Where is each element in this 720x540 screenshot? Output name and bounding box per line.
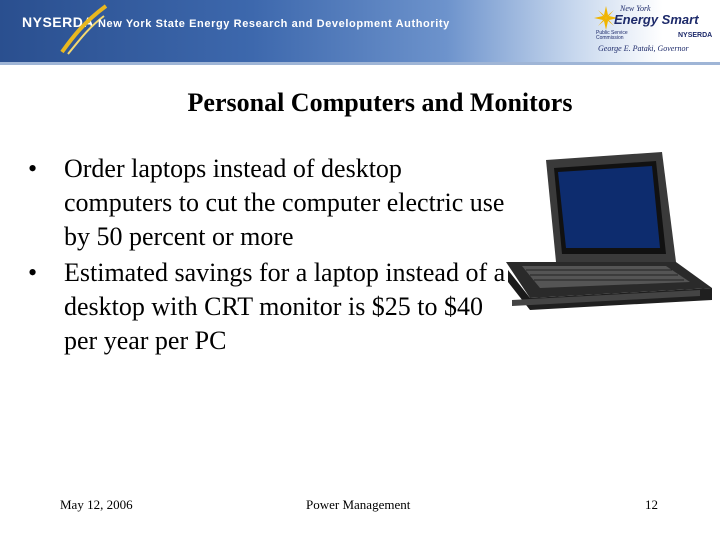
footer-date: May 12, 2006 [60, 497, 133, 512]
partner-program-text: Public Service Commission [596, 30, 628, 41]
bullet-list [28, 152, 508, 360]
partner-org-text: NYSERDA [678, 32, 713, 39]
swoosh-icon [58, 2, 110, 58]
bullet-item [28, 152, 508, 254]
nyserda-logo-text: NYSERDA [22, 14, 94, 30]
laptop-illustration [500, 150, 720, 310]
bullet-dot: • [28, 258, 38, 287]
bullet-text: Estimated savings for a laptop instead of a desktop with CRT monitor is $25 to $40 per year per PC [64, 258, 506, 355]
bullet-dot: • [28, 154, 38, 183]
agency-name: New York State Energy Research and Development Authority [98, 18, 450, 30]
partner-state-text: New York [620, 4, 651, 13]
energy-smart-logo [594, 4, 716, 58]
footer-title: Power Management [306, 497, 411, 512]
partner-brand-text: Energy Smart [614, 12, 699, 27]
page-number: 12 [645, 497, 658, 512]
header-divider [0, 62, 720, 65]
bullet-text: Order laptops instead of desktop computers to cut the computer electric use by 50 percent or more [64, 154, 505, 251]
governor-text: George E. Pataki, Governor [598, 44, 689, 53]
slide-title: Personal Computers and Monitors [187, 88, 573, 117]
bullet-item [28, 256, 508, 358]
